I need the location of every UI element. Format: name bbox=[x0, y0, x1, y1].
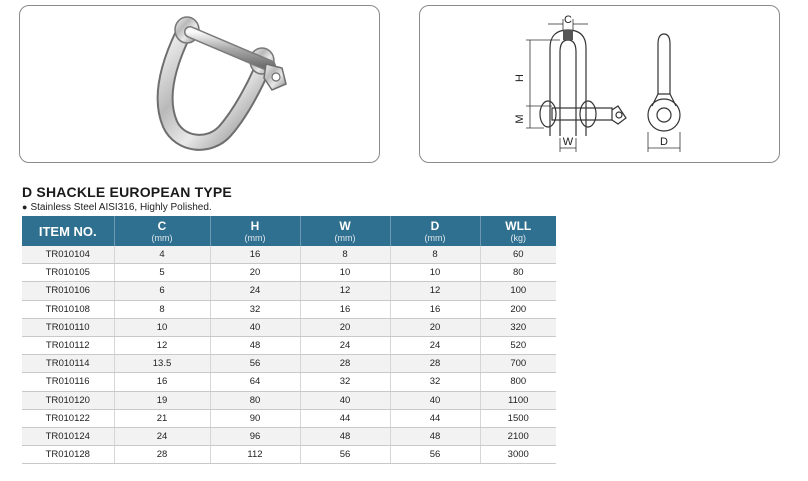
table-row bbox=[22, 282, 556, 300]
cell-d: 56 bbox=[390, 446, 480, 464]
table-row bbox=[22, 391, 556, 409]
header-d: D (mm) bbox=[390, 216, 480, 246]
cell-c: 28 bbox=[114, 446, 210, 464]
cell-c: 12 bbox=[114, 336, 210, 354]
bullet-icon: ● bbox=[22, 202, 28, 212]
cell-d: 8 bbox=[390, 246, 480, 264]
cell-d: 28 bbox=[390, 355, 480, 373]
table-row bbox=[22, 318, 556, 336]
table-row bbox=[22, 446, 556, 464]
dimension-diagram-panel bbox=[419, 5, 780, 163]
cell-d: 20 bbox=[390, 318, 480, 336]
dim-label-w: W bbox=[562, 136, 574, 148]
d-shackle-dimension-diagram bbox=[420, 6, 779, 162]
cell-w: 40 bbox=[300, 391, 390, 409]
cell-w: 10 bbox=[300, 264, 390, 282]
header-w: W (mm) bbox=[300, 216, 390, 246]
cell-h: 32 bbox=[210, 300, 300, 318]
cell-item-no: TR010112 bbox=[22, 336, 114, 354]
cell-d: 32 bbox=[390, 373, 480, 391]
cell-h: 112 bbox=[210, 446, 300, 464]
cell-item-no: TR010120 bbox=[22, 391, 114, 409]
product-subtitle-text: Stainless Steel AISI316, Highly Polished. bbox=[30, 202, 212, 213]
cell-c: 4 bbox=[114, 246, 210, 264]
cell-wll: 1100 bbox=[480, 391, 556, 409]
cell-item-no: TR010128 bbox=[22, 446, 114, 464]
table-row bbox=[22, 264, 556, 282]
dim-label-h: H bbox=[514, 74, 526, 82]
dim-label-d: D bbox=[660, 136, 668, 148]
cell-h: 40 bbox=[210, 318, 300, 336]
cell-c: 8 bbox=[114, 300, 210, 318]
cell-c: 10 bbox=[114, 318, 210, 336]
table-row bbox=[22, 427, 556, 445]
cell-wll: 2100 bbox=[480, 427, 556, 445]
header-wll: WLL (kg) bbox=[480, 216, 556, 246]
spec-table-header-row bbox=[22, 216, 556, 246]
cell-wll: 100 bbox=[480, 282, 556, 300]
cell-w: 16 bbox=[300, 300, 390, 318]
cell-item-no: TR010124 bbox=[22, 427, 114, 445]
cell-c: 21 bbox=[114, 409, 210, 427]
cell-wll: 3000 bbox=[480, 446, 556, 464]
d-shackle-photo bbox=[20, 6, 379, 162]
cell-h: 16 bbox=[210, 246, 300, 264]
cell-d: 16 bbox=[390, 300, 480, 318]
cell-w: 56 bbox=[300, 446, 390, 464]
cell-c: 19 bbox=[114, 391, 210, 409]
table-row bbox=[22, 300, 556, 318]
dim-label-c: C bbox=[564, 14, 572, 26]
header-item-no: ITEM NO. bbox=[22, 216, 114, 246]
header-c: C (mm) bbox=[114, 216, 210, 246]
cell-item-no: TR010114 bbox=[22, 355, 114, 373]
product-title: D SHACKLE EUROPEAN TYPE bbox=[22, 184, 232, 200]
cell-w: 20 bbox=[300, 318, 390, 336]
cell-h: 20 bbox=[210, 264, 300, 282]
cell-item-no: TR010106 bbox=[22, 282, 114, 300]
spec-table bbox=[22, 216, 556, 464]
cell-w: 24 bbox=[300, 336, 390, 354]
cell-item-no: TR010122 bbox=[22, 409, 114, 427]
cell-c: 5 bbox=[114, 264, 210, 282]
cell-h: 64 bbox=[210, 373, 300, 391]
cell-c: 16 bbox=[114, 373, 210, 391]
product-photo-panel bbox=[19, 5, 380, 163]
cell-item-no: TR010110 bbox=[22, 318, 114, 336]
cell-c: 24 bbox=[114, 427, 210, 445]
dim-label-m: M bbox=[514, 114, 526, 124]
cell-wll: 60 bbox=[480, 246, 556, 264]
cell-w: 48 bbox=[300, 427, 390, 445]
cell-item-no: TR010105 bbox=[22, 264, 114, 282]
cell-wll: 320 bbox=[480, 318, 556, 336]
table-row bbox=[22, 355, 556, 373]
cell-w: 12 bbox=[300, 282, 390, 300]
cell-wll: 1500 bbox=[480, 409, 556, 427]
cell-c: 6 bbox=[114, 282, 210, 300]
cell-c: 13.5 bbox=[114, 355, 210, 373]
product-subtitle bbox=[22, 202, 212, 213]
cell-w: 28 bbox=[300, 355, 390, 373]
cell-h: 24 bbox=[210, 282, 300, 300]
cell-wll: 800 bbox=[480, 373, 556, 391]
cell-w: 8 bbox=[300, 246, 390, 264]
table-row bbox=[22, 409, 556, 427]
header-h: H (mm) bbox=[210, 216, 300, 246]
cell-wll: 80 bbox=[480, 264, 556, 282]
cell-h: 90 bbox=[210, 409, 300, 427]
cell-d: 44 bbox=[390, 409, 480, 427]
cell-item-no: TR010116 bbox=[22, 373, 114, 391]
table-row bbox=[22, 336, 556, 354]
cell-h: 56 bbox=[210, 355, 300, 373]
cell-item-no: TR010108 bbox=[22, 300, 114, 318]
cell-d: 12 bbox=[390, 282, 480, 300]
cell-d: 40 bbox=[390, 391, 480, 409]
cell-d: 24 bbox=[390, 336, 480, 354]
cell-d: 48 bbox=[390, 427, 480, 445]
cell-h: 48 bbox=[210, 336, 300, 354]
cell-wll: 700 bbox=[480, 355, 556, 373]
cell-wll: 520 bbox=[480, 336, 556, 354]
cell-w: 44 bbox=[300, 409, 390, 427]
cell-h: 80 bbox=[210, 391, 300, 409]
table-row bbox=[22, 373, 556, 391]
cell-h: 96 bbox=[210, 427, 300, 445]
cell-d: 10 bbox=[390, 264, 480, 282]
cell-w: 32 bbox=[300, 373, 390, 391]
cell-wll: 200 bbox=[480, 300, 556, 318]
cell-item-no: TR010104 bbox=[22, 246, 114, 264]
table-row bbox=[22, 246, 556, 264]
